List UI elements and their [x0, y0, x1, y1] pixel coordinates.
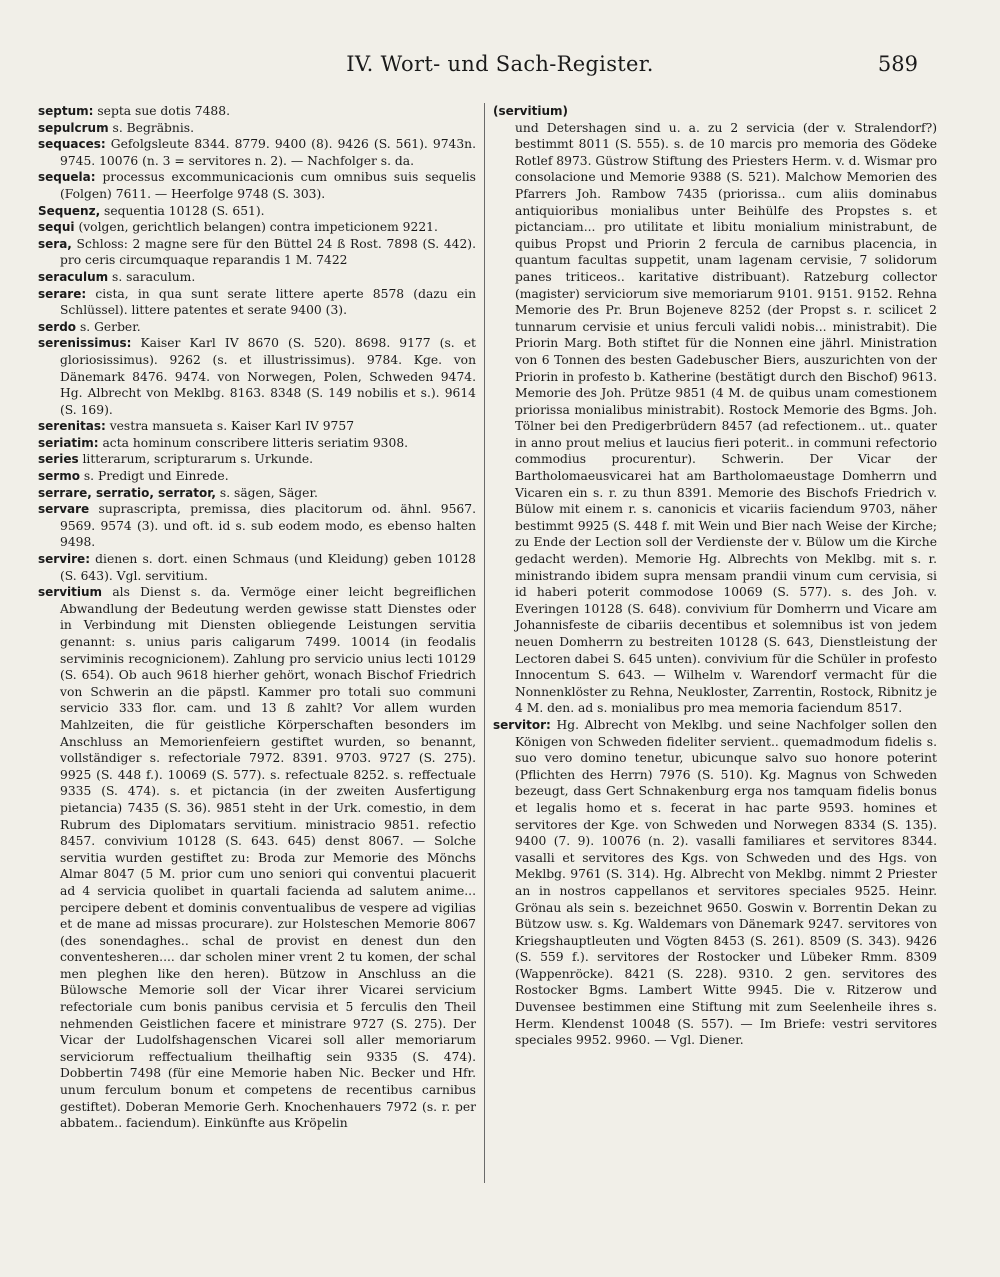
index-entry — [38, 269, 476, 286]
index-entry — [38, 286, 476, 319]
index-entry — [38, 103, 476, 120]
entry-headword: servire: — [38, 552, 90, 567]
entry-text: vestra mansueta s. Kaiser Karl IV 9757 — [105, 419, 355, 434]
index-entry — [38, 219, 476, 236]
index-entry — [38, 335, 476, 418]
entry-headword: sequela: — [38, 170, 96, 185]
entry-text: septa sue dotis 7488. — [93, 104, 230, 118]
entry-headword: sepulcrum — [38, 120, 109, 135]
entry-text: litterarum, scripturarum s. Urkunde. — [78, 452, 314, 467]
index-entry — [38, 451, 476, 468]
entry-text: s. saraculum. — [108, 269, 196, 284]
entry-headword: serare: — [38, 286, 87, 301]
page-header — [0, 52, 1000, 82]
continued-headword: (servitium) — [493, 104, 568, 118]
entry-headword: sermo — [38, 469, 80, 484]
entry-text: s. Predigt und Einrede. — [79, 469, 229, 484]
entry-headword: serdo — [38, 319, 77, 334]
index-entry — [38, 501, 476, 551]
entry-text: acta hominum conscribere litteris seriatim 9308. — [98, 435, 409, 450]
entry-headword: Sequenz, — [38, 203, 101, 218]
left-column — [38, 103, 476, 1132]
entry-headword: serenitas: — [38, 419, 106, 434]
entry-text: processus excommunicacionis cum omnibus suis sequelis (Folgen) 7611. — Heerfolge 9748 (S. 303). — [60, 170, 476, 201]
entry-text: suprascripta, premissa, dies placitorum od. ähnl. 9567. 9569. 9574 (3). und oft. id s. sub eodem modo, es ebenso halten 9498. — [60, 502, 476, 550]
entry-headword: sequi — [38, 220, 75, 235]
entry-headword: seraculum — [38, 269, 109, 284]
entry-text: s. Begräbnis. — [108, 120, 194, 135]
entry-headword: septum: — [38, 104, 94, 118]
entry-text: s. Gerber. — [76, 319, 141, 334]
entry-text: Gefolgsleute 8344. 8779. 9400 (8). 9426 (S. 561). 9743n. 9745. 10076 (n. 3 = servitores n. 2). — Nachfolger s. da. — [60, 137, 476, 168]
entry-headword: serenissimus: — [38, 336, 132, 351]
entry-headword: servare — [38, 502, 90, 517]
entry-headword: servitor: — [493, 717, 551, 732]
index-entry — [38, 584, 476, 1132]
entry-headword: servitium — [38, 585, 103, 600]
index-entry — [38, 120, 476, 137]
index-entry — [38, 236, 476, 269]
index-entry — [493, 717, 937, 1049]
entry-text: dienen s. dort. einen Schmaus (und Kleidung) geben 10128 (S. 643). Vgl. servitium. — [60, 552, 476, 583]
continued-entry-text: und Detershagen sind u. a. zu 2 servicia (der v. Stralendorf?) bestimmt 8011 (S. 555). s. de 10 marcis pro memoria des Gödeke Rotlef 8973. Güstrow Stiftung des Priesters Herm. v. d. Wismar pro consolacione und Memorie 9388 (S. 521). Malchow Memorien des Pfarrers Joh. Rambow 7435 (priorissa.. cum aliis dominabus antiquioribus monialibus unter Beihülfe des Propstes s. et pictanciam... pro utilitate et libitu monialium ministrabunt, de quibus Propst und Priorin 2 fercula de carnibus placencia, in quantum facultas suppetit, unam lagenam cervisie, 7 solidorum panes triticeos.. karitative distribuant). Ratzeburg collector (magister) serviciorum sive memoriarum 9101. 9151. 9152. Rehna Memorie des Pr. Brun Bojeneve 8252 (der Propst s. r. scilicet 2 tunnarum cervisie et unius ferculi validi nobis... ministrabit). Die Priorin Marg. Both stiftet für die Nonnen eine jährl. Ministration von 6 Tonnen des besten Gadebuscher Biers, auszurichten von der Priorin in profesto b. Katherine (bestätigt durch den Bischof) 9613. Memorie des Joh. Prütze 9851 (4 M. de quibus unam comestionem priorissa monialibus ministrabit). Rostock Memorie des Bgms. Joh. Tölner bei den Predigerbrüdern 8457 (ad refectionem.. ut.. quater in anno prout melius et laucius fieri poterit.. in communi refectorio commodius procurentur). Schwerin. Der Vicar der Bartholomaeusvicarei hat am Bartholomaeustage Domherrn und Vicaren ein s. r. zu thun 8391. Memorie des Bischofs Friedrich v. Bülow mit einem r. s. canonicis et vicariis faciendum 9703, näher bestimmt 9925 (S. 448 f. mit Wein und Bier nach Weise der Kirche; zu Ende der Lection soll der Verdienste der v. Bülow um die Kirche gedacht werden). Memorie Hg. Albrechts von Meklbg. mit s. r. ministrando ibidem supra mensam prandii vinum cum cervisia, si id haberi poterit commodose 10069 (S. 577). s. des Joh. v. Everingen 10128 (S. 648). convivium für Domherrn und Vicare am Johannisfeste de cibariis decentibus et solemnibus ist von jedem neuen Domherrn zu bestreiten 10128 (S. 643, Dienstleistung der Lectoren dabei S. 645 unten). convivium für die Schüler in profesto Innocentum S. 643. — Wilhelm v. Warendorf vermacht für die Nonnenklöster zu Rehna, Neukloster, Zarrentin, Rostock, Ribnitz je 4 M. den. ad s. monialibus pro mea memoria faciendum 8517. — [515, 120, 938, 716]
index-entry — [38, 169, 476, 202]
entry-text: Kaiser Karl IV 8670 (S. 520). 8698. 9177 (s. et gloriosissimus). 9262 (s. et illustrissimus). 9784. Kge. von Dänemark 8476. 9474. von Norwegen, Polen, Schweden 9474. Hg. Albrecht von Meklbg. 8163. 8348 (S. 149 nobilis et s.). 9614 (S. 169). — [60, 336, 476, 417]
right-column — [493, 103, 937, 1049]
index-entry — [38, 319, 476, 336]
index-entry — [38, 136, 476, 169]
entry-text: s. sägen, Säger. — [215, 485, 318, 500]
index-entry — [38, 551, 476, 584]
entry-text: (volgen, gerichtlich belangen) contra impeticionem 9221. — [74, 220, 438, 235]
entry-text: sequentia 10128 (S. 651). — [100, 203, 265, 218]
entry-text: cista, in qua sunt serate littere aperte 8578 (dazu ein Schlüssel). littere patentes et serate 9400 (3). — [60, 286, 476, 318]
entry-headword: series — [38, 452, 79, 467]
page-number: 589 — [877, 52, 918, 76]
index-entry — [38, 418, 476, 435]
column-divider — [484, 103, 485, 1183]
entry-headword: sera, — [38, 236, 72, 251]
entry-headword: seriatim: — [38, 435, 99, 450]
page-title: IV. Wort- und Sach-Register. — [346, 52, 654, 76]
entry-text: Hg. Albrecht von Meklbg. und seine Nachfolger sollen den Königen von Schweden fideliter servient.. quemadmodum fidelis s. suo vero domino tenetur, ubicunque salvo suo honore poterint (Pflichten des Herrn) 7976 (S. 510). Kg. Magnus von Schweden bezeugt, dass Gert Schnakenburg erga nos tamquam fidelis bonus et legalis homo et s. fecerat in hac parte 9593. homines et servitores der Kge. von Schweden und Norwegen 8334 (S. 135). 9400 (7. 9). 10076 (n. 2). vasalli familiares et servitores 8344. vasalli et servitores des Kgs. von Schweden und des Hgs. von Meklbg. 9761 (S. 314). Hg. Albrecht von Meklbg. nimmt 2 Priester an in nostros cappellanos et servitores speciales 9525. Heinr. Grönau als sein s. bezeichnet 9650. Goswin v. Borrentin Dekan zu Bützow usw. s. Kg. Waldemars von Dänemark 9247. servitores von Kriegshauptleuten und Vögten 8453 (S. 261). 8509 (S. 343). 9426 (S. 559 f.). servitores der Rostocker und Lübeker Rmm. 8309 (Wappenröcke). 8421 (S. 228). 9310. 2 gen. servitores des Rostocker Bgms. Lambert Witte 9945. Die v. Ritzerow und Duvensee bestimmen eine Stiftung mit zum Seelenheile ihres s. Herm. Klendenst 10048 (S. 557). — Im Briefe: vestri servitores speciales 9952. 9960. — Vgl. Diener. — [515, 717, 937, 1048]
index-entry — [38, 468, 476, 485]
entry-headword: sequaces: — [38, 137, 106, 152]
entry-text: als Dienst s. da. Vermöge einer leicht begreiflichen Abwandlung der Bedeutung werden gewisse statt Dienstes oder in Verbindung mit Diensten obliegende Leistungen servitia genannt: s. unius paris caligarum 7499. 10014 (in feodalis serviminis recognicionem). Zahlung pro servicio unius lecti 10129 (S. 654). Ob auch 9618 hierher gehört, wonach Bischof Friedrich von Schwerin an die päpstl. Kammer pro totali suo communi servicio 333 flor. cam. und 13 ß zahlt? Vor allem wurden Mahlzeiten, die für geistliche Körperschaften besonders im Anschluss an Memorienfeiern gestiftet wurden, so benannt, vollständiger s. refectoriale 7972. 8391. 9703. 9727 (S. 275). 9925 (S. 448 f.). 10069 (S. 577). s. refectuale 8252. s. reffectuale 9335 (S. 474). s. et pictancia (in der zweiten Ausfertigung pietancia) 7435 (S. 36). 9851 steht in der Urk. comestio, in dem Rubrum des Diplomatars servitium. ministracio 9851. refectio 8457. convivium 10128 (S. 643. 645) denst 8067. — Solche servitia wurden gestiftet zu: Broda zur Memorie des Mönchs Almar 8047 (5 M. prior cum uno seniori qui conventui placuerit ad 4 servicia quolibet in quartali facienda ad salutem anime... percipere debent et dominis conventualibus de vespere ad vigilias et de mane ad missas procurare). zur Holsteschen Memorie 8067 (des sonendaghes.. schal de provist en denest dun den conventesheren.... dar scholen miner vrent 2 tu komen, der schal men pleghen like den heren). Bützow in Anschluss an die Bülowsche Memorie soll der Vicar ihrer Vicarei servicium refectoriale cum bonis panibus cervisia et 5 ferculis den Theil nehmenden Geistlichen facere et ministrare 9727 (S. 275). Der Vicar der Ludolfshagenschen Vicarei soll aller memoriarum serviciorum reffectualium theilhaftig sein 9335 (S. 474). Dobbertin 7498 (für eine Memorie haben Nic. Becker und Hfr. unum ferculum bonum et competens de recentibus carnibus gestiftet). Doberan Memorie Gerh. Knochenhauers 7972 (s. r. per abbatem.. faciendum). Einkünfte aus Kröpelin — [60, 585, 476, 1131]
index-entry — [38, 203, 476, 220]
entry-text: Schloss: 2 magne sere für den Büttel 24 ß Rost. 7898 (S. 442). pro ceris circumquaque reparandis 1 M. 7422 — [60, 236, 476, 268]
index-entry — [38, 485, 476, 502]
entry-headword: serrare, serratio, serrator, — [38, 485, 216, 500]
index-entry — [38, 435, 476, 452]
